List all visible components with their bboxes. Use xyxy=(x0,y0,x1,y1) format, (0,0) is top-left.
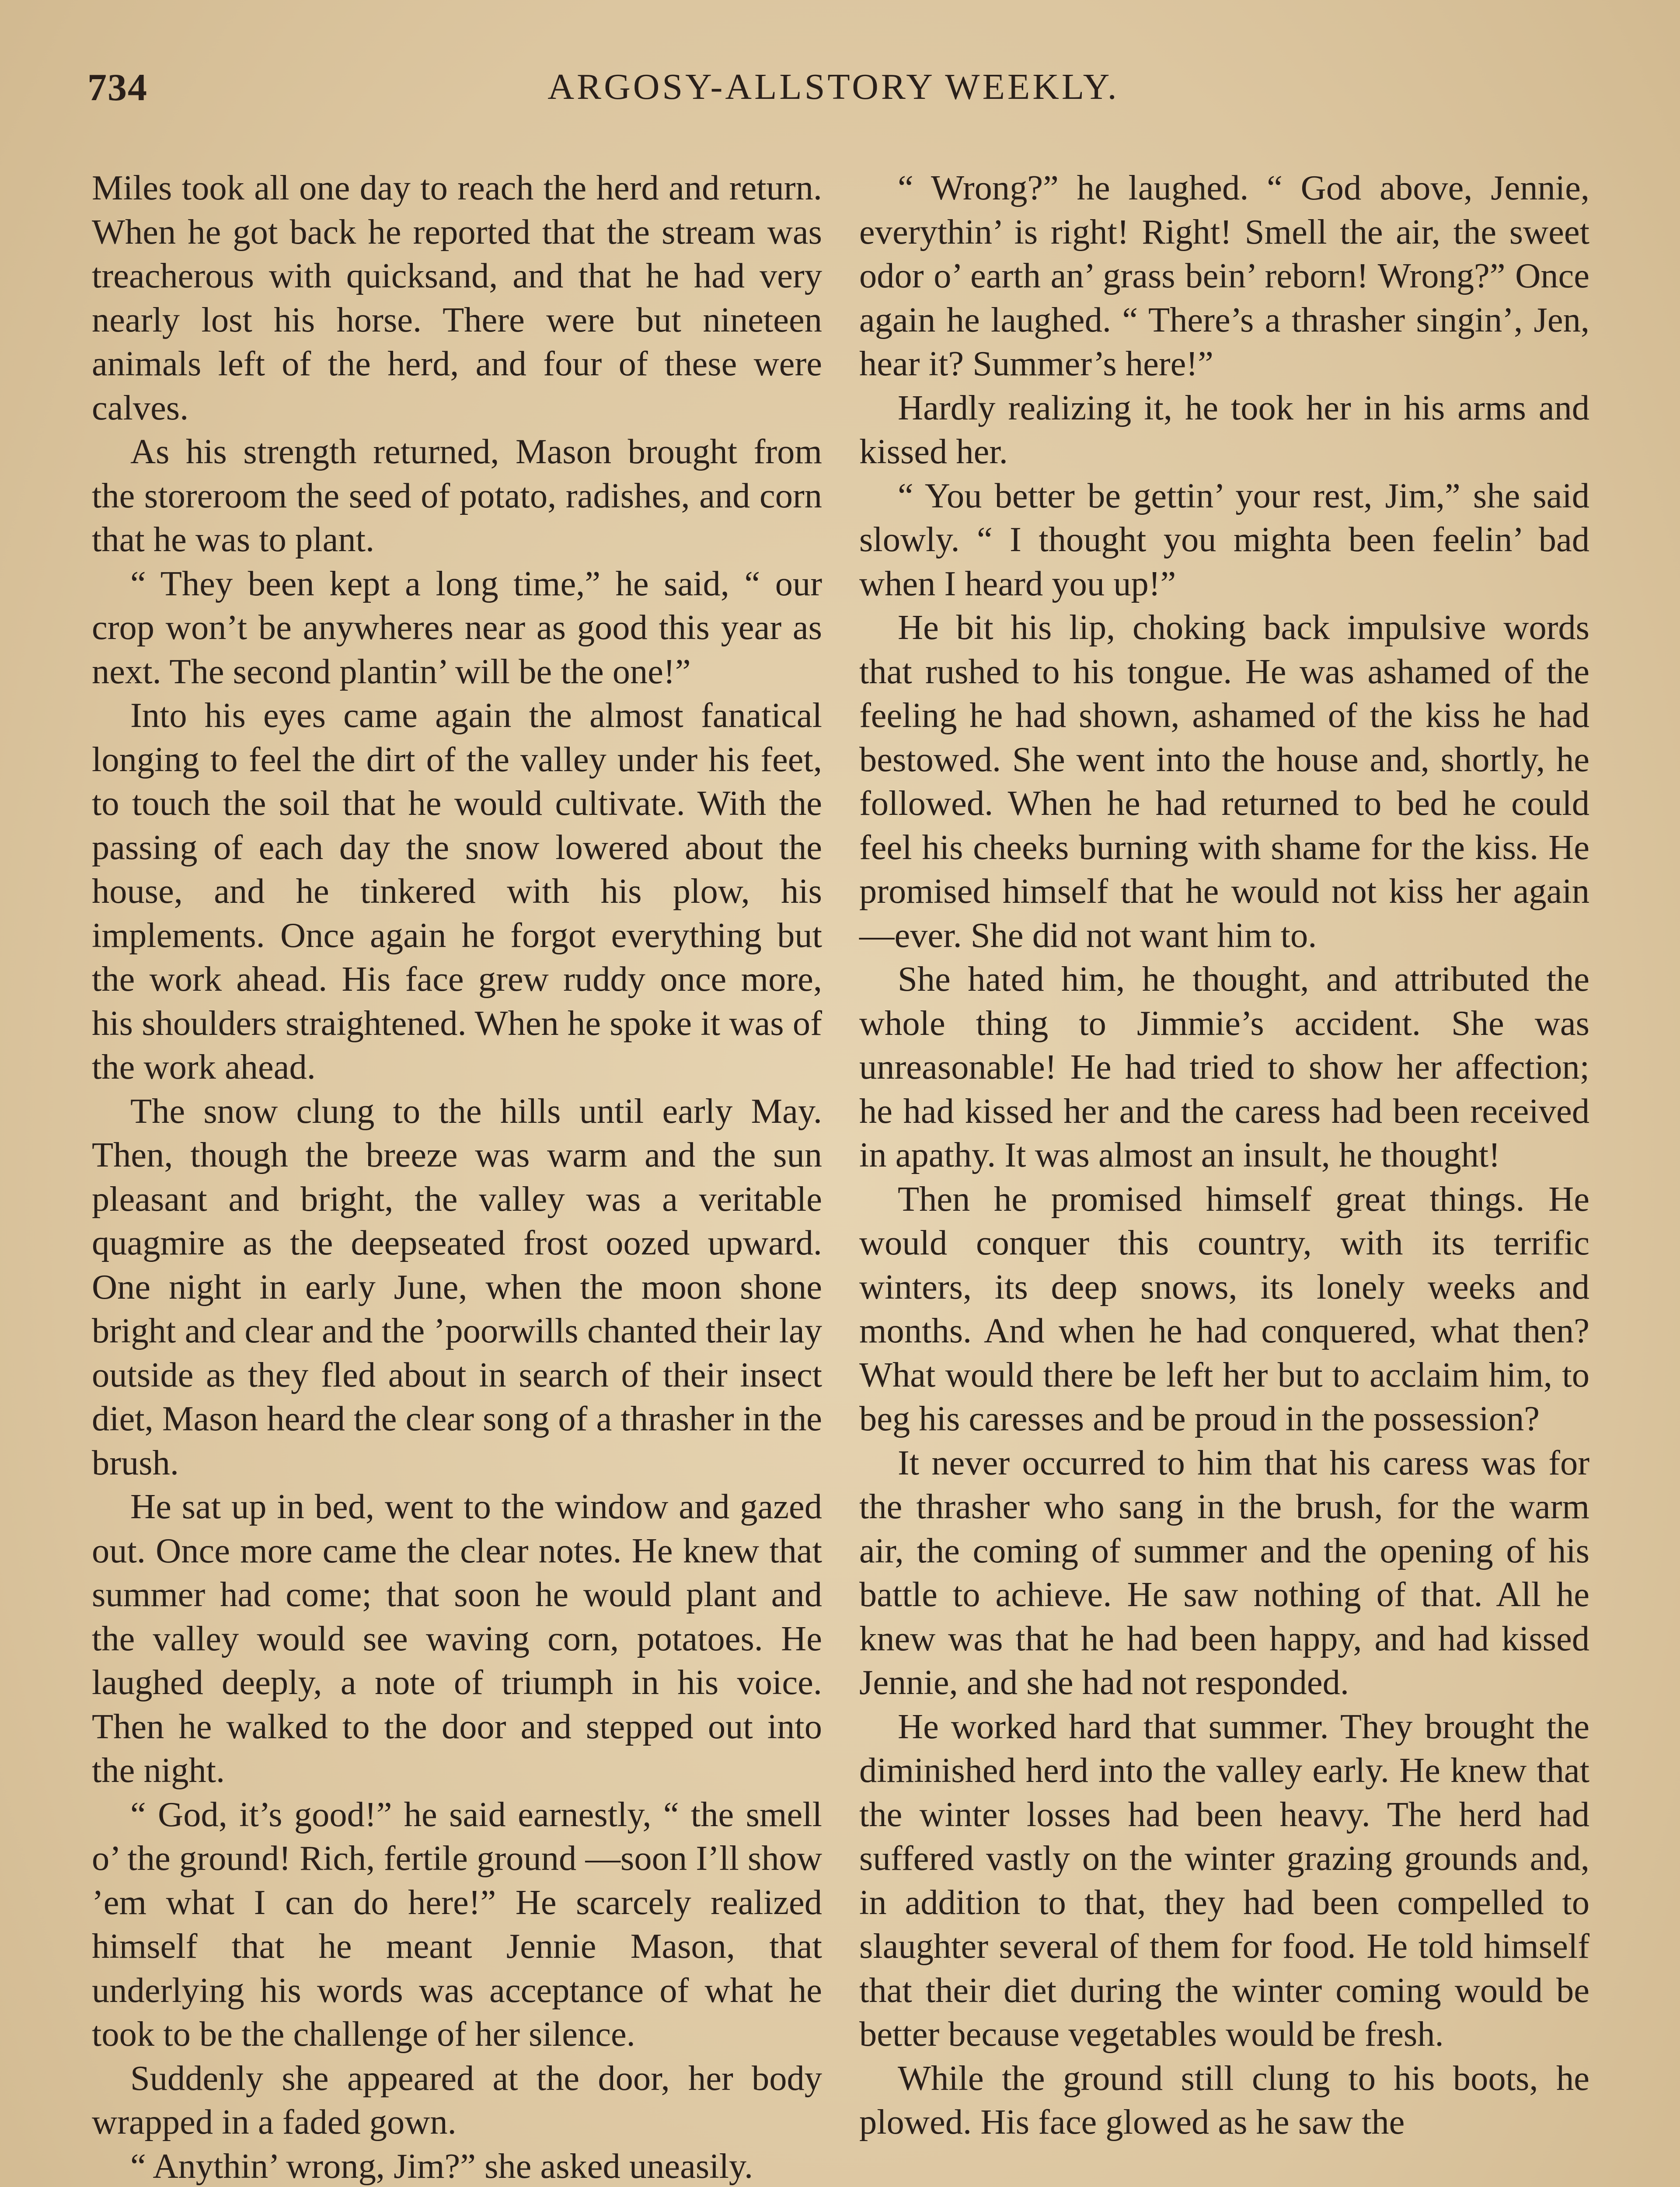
paragraph: “ Anythin’ wrong, Jim?” she asked uneasily. xyxy=(130,2146,753,2186)
right-column xyxy=(859,166,1589,2145)
paragraph: “ God, it’s good!” he said earnestly, “ the smell o’ the ground! Rich, fertile ground —soon I’ll show ’em what I can do here!” He scarcely realized himself that he meant Jennie Mason, that underlying his words was acceptance of what he took to be the challenge of her silence. xyxy=(92,1795,822,2054)
paragraph: Hardly realizing it, he took her in his arms and kissed her. xyxy=(859,388,1589,471)
paragraph: The snow clung to the hills until early May. Then, though the breeze was warm and the sun pleasant and bright, the valley was a veritable quagmire as the deepseated frost oozed upward. One night in early June, when the moon shone bright and clear and the ’poorwills chanted their lay outside as they fled about in search of their insect diet, Mason heard the clear song of a thrasher in the brush. xyxy=(92,1091,822,1482)
paragraph: “ You better be gettin’ your rest, Jim,” she said slowly. “ I thought you mighta been feelin’ bad when I heard you up!” xyxy=(859,476,1589,603)
paragraph: He sat up in bed, went to the window and gazed out. Once more came the clear notes. He knew that summer had come; that soon he would plant and the valley would see waving corn, potatoes. He laughed deeply, a note of triumph in his voice. Then he walked to the door and stepped out into the night. xyxy=(92,1487,822,1790)
paragraph: He bit his lip, choking back impulsive words that rushed to his tongue. He was ashamed of the feeling he had shown, ashamed of the kiss he had bestowed. She went into the house and, shortly, he followed. When he had returned to bed he could feel his cheeks burning with shame for the kiss. He promised himself that he would not kiss her again—ever. She did not want him to. xyxy=(859,608,1589,955)
paragraph: Then he promised himself great things. He would conquer this country, with its terrific winters, its deep snows, its lonely weeks and months. And when he had conquered, what then? What would there be left her but to acclaim him, to beg his caresses and be proud in the possession? xyxy=(859,1179,1589,1438)
paragraph: “ They been kept a long time,” he said, “ our crop won’t be anywheres near as good this year as next. The second plantin’ will be the one!” xyxy=(92,564,822,691)
page-header xyxy=(87,66,1579,140)
paragraph: He worked hard that summer. They brought the diminished herd into the valley early. He knew that the winter losses had been heavy. The herd had suffered vastly on the winter grazing grounds and, in addition to that, they had been compelled to slaughter several of them for food. He told himself that their diet during the winter coming would be better because vegetables would be fresh. xyxy=(859,1707,1589,2054)
paragraph: It never occurred to him that his caress was for the thrasher who sang in the brush, for the warm air, the coming of summer and the opening of his battle to achieve. He saw nothing of that. All he knew was that he had been happy, and had kissed Jennie, and she had not responded. xyxy=(859,1443,1589,1702)
paragraph: Miles took all one day to reach the herd and return. When he got back he reported that the stream was treacherous with quicksand, and that he had very nearly lost his horse. There were but nineteen animals left of the herd, and four of these were calves. xyxy=(92,168,822,427)
paragraph: She hated him, he thought, and attributed the whole thing to Jimmie’s accident. She was unreasonable! He had tried to show her affection; he had kissed her and the caress had been received in apathy. It was almost an insult, he thought! xyxy=(859,960,1589,1174)
paragraph: Into his eyes came again the almost fanatical longing to feel the dirt of the valley under his feet, to touch the soil that he would cultivate. With the passing of each day the snow lowered about the house, and he tinkered with his plow, his implements. Once again he forgot everything but the work ahead. His face grew ruddy once more, his shoulders straightened. When he spoke it was of the work ahead. xyxy=(92,696,822,1087)
paragraph: While the ground still clung to his boots, he plowed. His face glowed as he saw the xyxy=(859,2058,1589,2142)
paragraph: “ Wrong?” he laughed. “ God above, Jennie, everythin’ is right! Right! Smell the air, the sweet odor o’ earth an’ grass bein’ reborn! Wrong?” Once again he laughed. “ There’s a thrasher singin’, Jen, hear it? Summer’s here!” xyxy=(859,168,1589,383)
page-number: 734 xyxy=(87,66,148,109)
left-column xyxy=(92,166,822,2187)
paragraph: Suddenly she appeared at the door, her body wrapped in a faded gown. xyxy=(92,2058,822,2142)
paragraph: As his strength returned, Mason brought from the storeroom the seed of potato, radishes, and corn that he was to plant. xyxy=(92,432,822,559)
running-head: ARGOSY-ALLSTORY WEEKLY. xyxy=(547,66,1119,107)
